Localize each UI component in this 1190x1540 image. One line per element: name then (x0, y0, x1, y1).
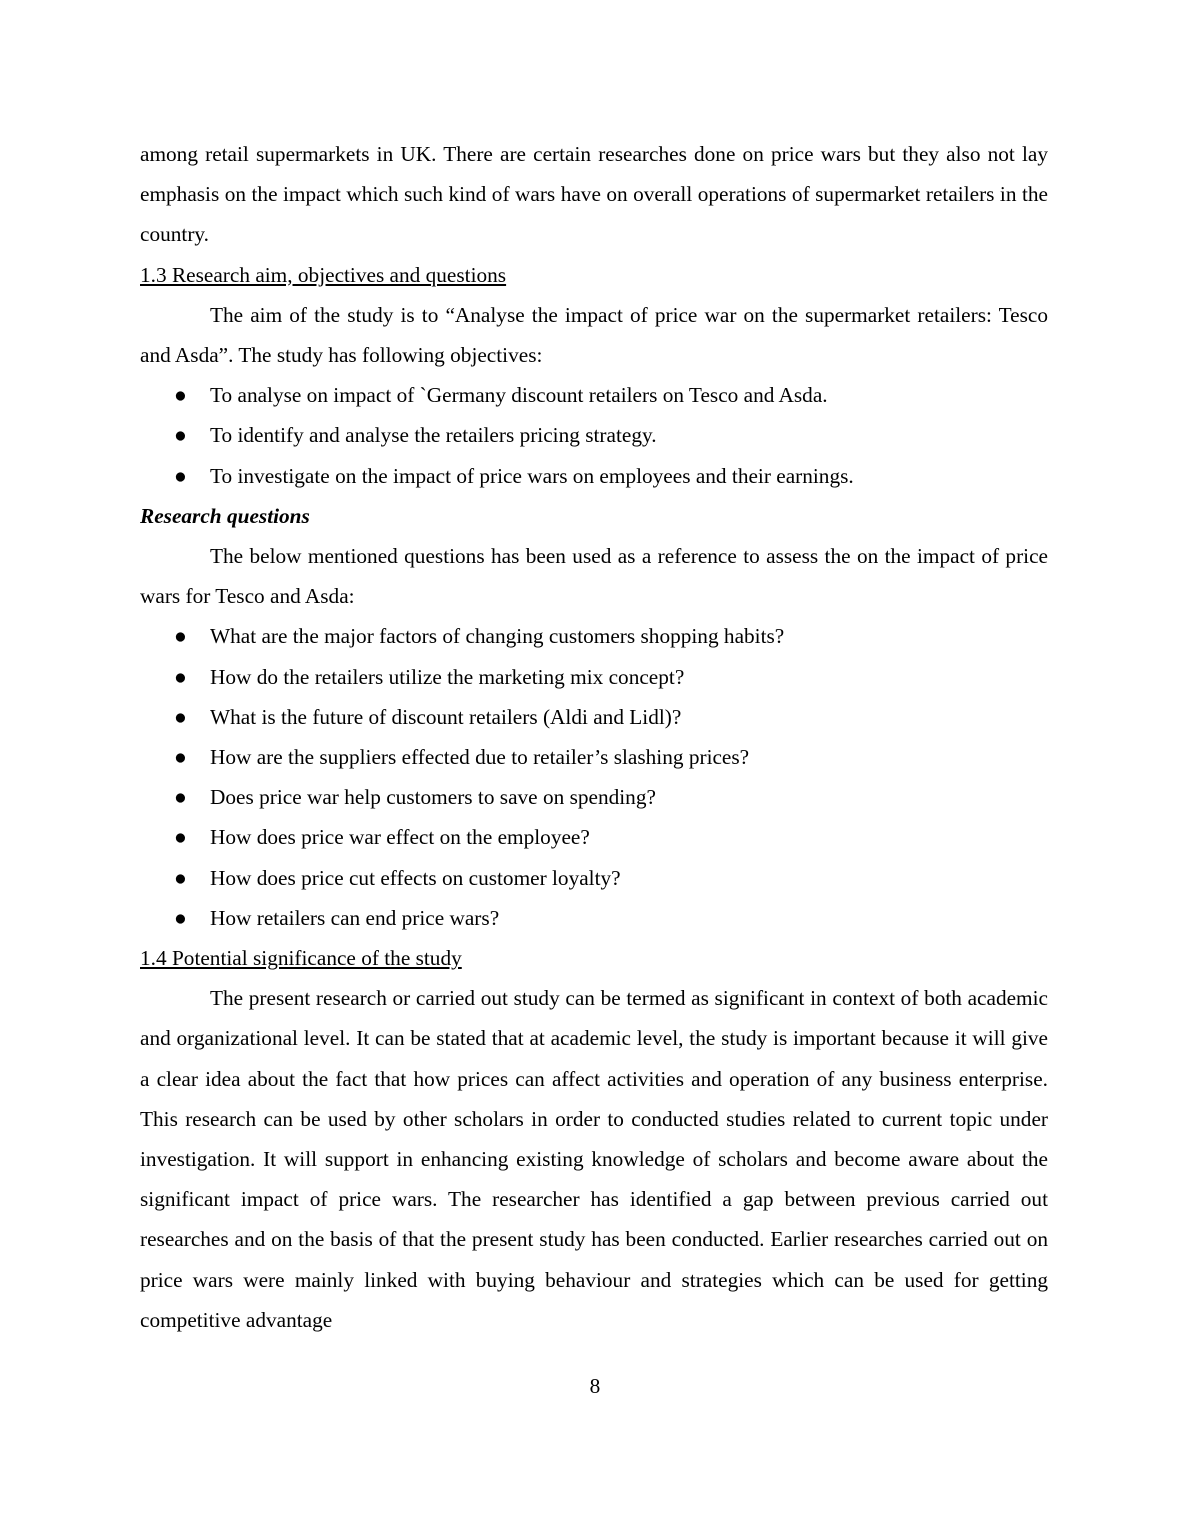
bullet-icon: ● (174, 704, 187, 729)
bullet-icon: ● (174, 905, 187, 930)
research-questions-intro: The below mentioned questions has been used as a reference to assess the on the impact of price wars for Tesco and Asda: (140, 544, 1048, 609)
aim-paragraph: The aim of the study is to “Analyse the impact of price war on the supermarket retailers: Tesco and Asda”. The study has following objectives: (140, 302, 1048, 368)
bullet-icon: ● (174, 664, 187, 689)
list-item (140, 657, 1048, 697)
bullet-icon: ● (174, 745, 187, 770)
page-number: 8 (589, 1374, 601, 1398)
objective-text: To identify and analyse the retailers pricing strategy. (210, 423, 657, 448)
research-questions-heading: Research questions (140, 503, 310, 528)
question-text: How does price cut effects on customer loyalty? (210, 865, 621, 890)
list-item (140, 737, 1048, 777)
question-text: What are the major factors of changing customers shopping habits? (210, 624, 785, 649)
section-heading-1-4: 1.4 Potential significance of the study (140, 946, 462, 971)
list-item (140, 697, 1048, 737)
list-item (140, 616, 1048, 656)
list-item (140, 777, 1048, 817)
significance-paragraph: The present research or carried out study can be termed as significant in context of both academic and organizational level. It can be stated that at academic level, the study is important because it will give a clear idea about the fact that how prices can affect activities and operation of any business enterprise. This research can be used by other scholars in order to conducted studies related to current topic under investigation. It will support in enhancing existing knowledge of scholars and become aware about the significant impact of price wars. The researcher has identified a gap between previous carried out researches and on the basis of that the present study has been conducted. Earlier researches carried out on price wars were mainly linked with buying behaviour and strategies which can be used for getting competitive advantage (140, 986, 1048, 1332)
bullet-icon: ● (174, 463, 187, 488)
bullet-icon: ● (174, 825, 187, 850)
list-item (140, 415, 1048, 455)
list-item (140, 456, 1048, 496)
intro-paragraph: among retail supermarkets in UK. There are certain researches done on price wars but they also not lay emphasis on the impact which such kind of wars have on overall operations of supermarket retailers in the country. (140, 142, 1048, 247)
list-item (140, 817, 1048, 857)
list-item (140, 898, 1048, 938)
objective-text: To investigate on the impact of price wars on employees and their earnings. (210, 463, 854, 488)
bullet-icon: ● (174, 624, 187, 649)
research-questions-list (140, 616, 1048, 938)
question-text: How do the retailers utilize the marketing mix concept? (210, 664, 685, 689)
objectives-list (140, 375, 1048, 496)
bullet-icon: ● (174, 865, 187, 890)
list-item (140, 375, 1048, 415)
question-text: What is the future of discount retailers (Aldi and Lidl)? (210, 704, 682, 729)
objective-text: To analyse on impact of `Germany discount retailers on Tesco and Asda. (210, 383, 828, 408)
section-heading-1-3: 1.3 Research aim, objectives and questions (140, 262, 507, 287)
question-text: How does price war effect on the employee? (210, 825, 590, 850)
document-page (140, 134, 1048, 1340)
question-text: How retailers can end price wars? (210, 905, 500, 930)
bullet-icon: ● (174, 785, 187, 810)
bullet-icon: ● (174, 423, 187, 448)
bullet-icon: ● (174, 383, 187, 408)
list-item (140, 858, 1048, 898)
question-text: How are the suppliers effected due to retailer’s slashing prices? (210, 745, 750, 770)
question-text: Does price war help customers to save on spending? (210, 785, 656, 810)
